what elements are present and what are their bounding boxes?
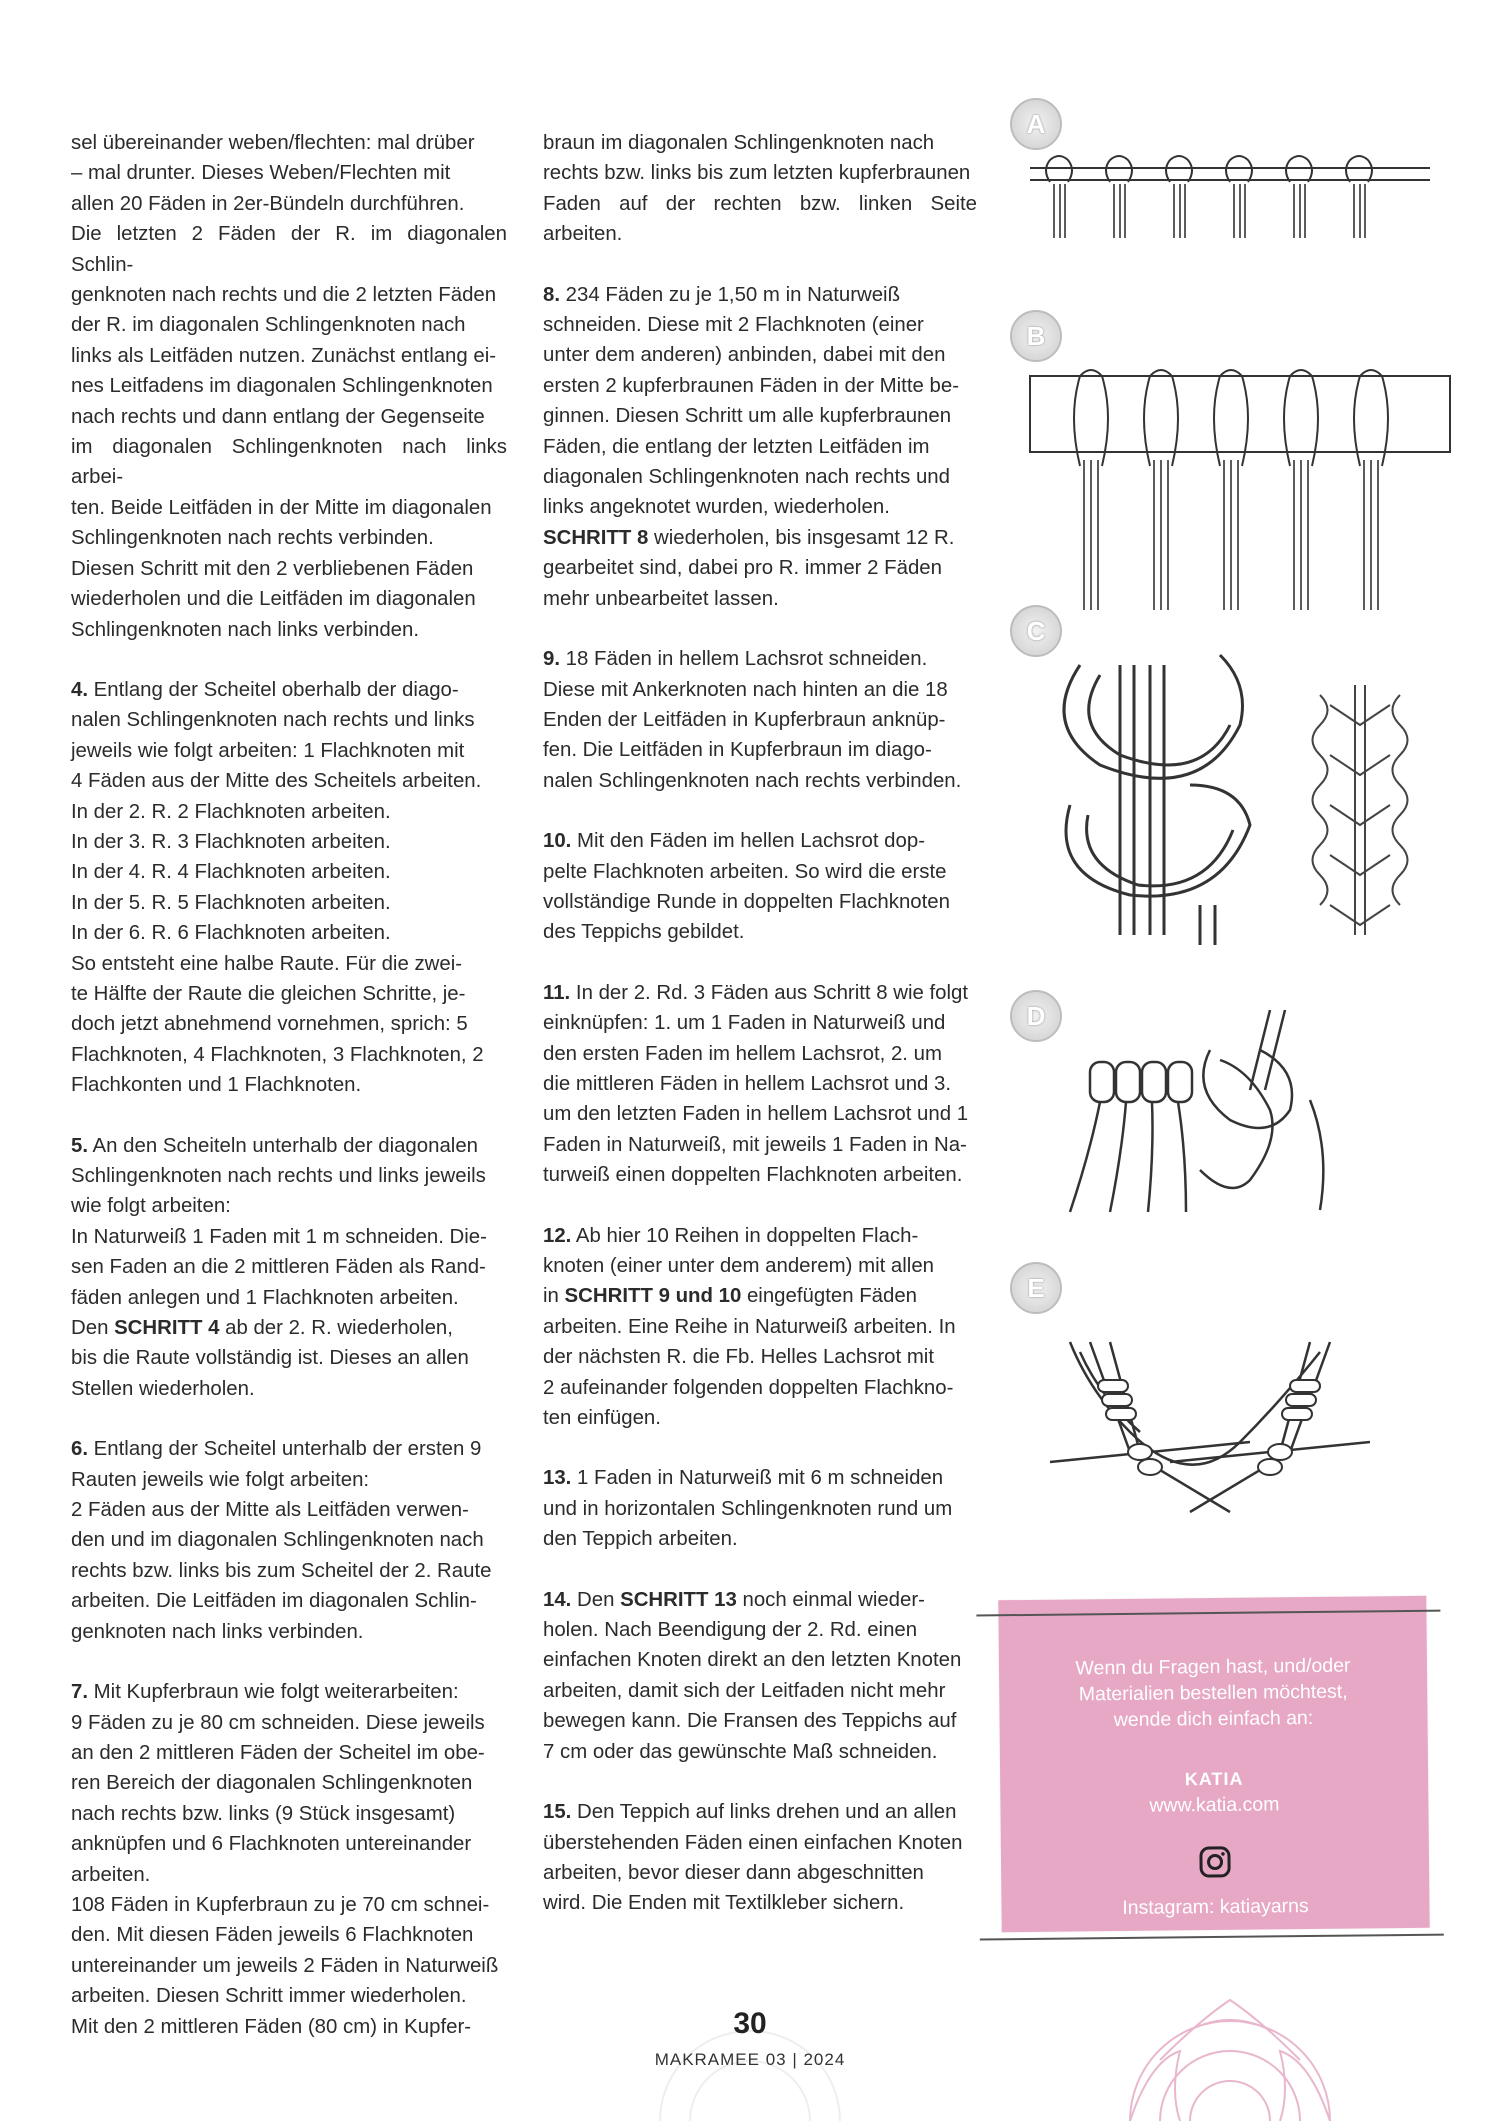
square-knot-illustration (1010, 605, 1450, 965)
text-line: wie folgt arbeiten: (71, 1195, 231, 1218)
text-line: allen 20 Fäden in 2er-Bündeln durchführen. (71, 192, 465, 215)
step-reference: SCHRITT 4 (114, 1317, 220, 1340)
diagonal-knot-illustration (1010, 1262, 1450, 1532)
step-number: 15. (543, 1801, 572, 1824)
text-line: den ersten Faden im hellem Lachsrot, 2. um (543, 1042, 942, 1065)
text-line: den und im diagonalen Schlingenknoten nach (71, 1529, 484, 1552)
text-line: ginnen. Diesen Schritt um alle kupferbraunen (543, 405, 952, 428)
step-number: 4. (71, 678, 89, 701)
text-line: In der 5. R. 5 Flachknoten arbeiten. (71, 891, 391, 914)
text-line: genknoten nach rechts und die 2 letzten Fäden (71, 284, 497, 307)
text-line: gearbeitet sind, dabei pro R. immer 2 Fäden (543, 557, 942, 580)
text-line: Faden auf der rechten bzw. linken Seite arbeiten. (543, 192, 977, 246)
note-line-3: wende dich einfach an: (1113, 1706, 1314, 1732)
text-line: nes Leitfadens im diagonalen Schlingenknoten (71, 375, 493, 398)
text-line: Mit Kupferbraun wie folgt weiterarbeiten: (88, 1681, 459, 1704)
text-line: einknüpfen: 1. um 1 Faden in Naturweiß und (543, 1012, 946, 1035)
step-number: 5. (71, 1134, 89, 1157)
figure-a (1010, 98, 1450, 258)
text-line: Den Teppich auf links drehen und an allen (571, 1801, 957, 1824)
text-line: In der 6. R. 6 Flachknoten arbeiten. (71, 922, 391, 945)
magazine-footer-label: MAKRAMEE 03 | 2024 (654, 2050, 846, 2069)
text-line: der R. im diagonalen Schlingenknoten nach (71, 314, 466, 337)
text-line: der nächsten R. die Fb. Helles Lachsrot mit (543, 1346, 934, 1369)
text-column-middle (543, 128, 977, 1949)
step-9 (543, 644, 977, 796)
text-line: Rauten jeweils wie folgt arbeiten: (71, 1468, 370, 1491)
text-line: 4 Fäden aus der Mitte des Scheitels arbeiten. (71, 770, 482, 793)
note-brand: KATIA (1184, 1768, 1244, 1790)
text-line: 1 Faden in Naturweiß mit 6 m schneiden (571, 1467, 944, 1490)
step-reference: SCHRITT 9 und 10 (564, 1285, 742, 1308)
figure-label-a: A (1010, 98, 1062, 150)
text-line: 18 Fäden in hellem Lachsrot schneiden. (560, 648, 928, 671)
text-line: genknoten nach links verbinden. (71, 1620, 364, 1643)
text-line: So entsteht eine halbe Raute. Für die zwei- (71, 952, 463, 975)
paragraph-continuation (543, 128, 977, 250)
text-line: den Teppich arbeiten. (543, 1528, 738, 1551)
figure-c (1010, 605, 1450, 965)
text-line: braun im diagonalen Schlingenknoten nach (543, 132, 935, 154)
step-12: 12. Ab hier 10 Reihen in doppelten Flach- knoten (einer unter dem anderem) mit allen in SCHRITT 9 und 10 eingefügten Fäden arbeiten. Eine Reihe in Naturweiß arbeiten. In der nächsten R. die Fb. Helles Lachsrot mit 2 aufeinander folgenden doppelten Flachkno- ten einfügen. (543, 1221, 977, 1434)
figure-label-c: C (1010, 605, 1062, 657)
step-10 (543, 826, 977, 948)
text-line: te Hälfte der Raute die gleichen Schritte, je- (71, 982, 466, 1005)
figure-d (1010, 990, 1450, 1230)
text-line: arbeiten. Die Leitfäden im diagonalen Schlin- (71, 1590, 477, 1613)
text-line: Mit den Fäden im hellen Lachsrot dop- (571, 830, 925, 853)
text-line: knoten (einer unter dem anderem) mit allen (543, 1255, 935, 1277)
text-line: fen. Die Leitfäden in Kupferbraun im diago- (543, 739, 932, 762)
text-line: 9 Fäden zu je 80 cm schneiden. Diese jeweils (71, 1711, 485, 1734)
step-reference: SCHRITT 8 (543, 526, 649, 549)
text-line: Diese mit Ankerknoten nach hinten an die 18 (543, 678, 948, 701)
step-number: 11. (543, 981, 571, 1004)
text-line: ren Bereich der diagonalen Schlingenknoten (71, 1772, 473, 1795)
text-line: bewegen kann. Die Fransen des Teppichs auf (543, 1710, 957, 1733)
note-top-line (976, 1610, 1440, 1617)
text-line: fäden anlegen und 1 Flachknoten arbeiten. (71, 1286, 459, 1309)
text-line: In Naturweiß 1 Faden mit 1 m schneiden. Die- (71, 1225, 487, 1248)
text-line: ersten 2 kupferbraunen Fäden in der Mitte be- (543, 374, 959, 397)
text-line: Stellen wiederholen. (71, 1377, 255, 1400)
text-line: – mal drunter. Dieses Weben/Flechten mit (71, 162, 451, 185)
text-line: jeweils wie folgt arbeiten: 1 Flachknoten mit (71, 739, 465, 762)
text-line: Schlingenknoten nach rechts verbinden. (71, 527, 434, 550)
text-line: wird. Die Enden mit Textilkleber sichern. (543, 1892, 905, 1915)
horizontal-lark-knot-illustration (1010, 990, 1450, 1230)
text-line: Entlang der Scheitel unterhalb der ersten 9 (88, 1438, 482, 1461)
step-6 (71, 1434, 507, 1647)
text-line: des Teppichs gebildet. (543, 921, 745, 944)
note-line-1: Wenn du Fragen hast, und/oder (1075, 1654, 1351, 1680)
text-line: 7 cm oder das gewünschte Maß schneiden. (543, 1740, 938, 1763)
text-line: links als Leitfäden nutzen. Zunächst entlang ei- (71, 344, 497, 367)
text-line: und in horizontalen Schlingenknoten rund um (543, 1497, 953, 1520)
text-line: Flachkonten und 1 Flachknoten. (71, 1074, 362, 1097)
step-11 (543, 978, 977, 1191)
step-reference: SCHRITT 13 (620, 1588, 737, 1611)
text-line: 2 aufeinander folgenden doppelten Flachkno- (543, 1376, 954, 1399)
text-line: ten. Beide Leitfäden in der Mitte im diagonalen (71, 496, 492, 519)
note-instagram[interactable]: Instagram: katiayarns (1122, 1895, 1309, 1919)
text-line: Entlang der Scheitel oberhalb der diago- (88, 678, 459, 701)
figure-e (1010, 1262, 1450, 1532)
text-line: An den Scheiteln unterhalb der diagonalen (88, 1134, 479, 1157)
text-line: In der 2. R. 2 Flachknoten arbeiten. (71, 800, 391, 823)
text-line: überstehenden Fäden einen einfachen Knoten (543, 1831, 963, 1854)
text-line: die mittleren Fäden in hellem Lachsrot und 3. (543, 1072, 952, 1095)
text-line: arbeiten. Diesen Schritt immer wiederholen. (71, 1985, 467, 2008)
text-line: arbeiten. Eine Reihe in Naturweiß arbeiten. In (543, 1315, 956, 1338)
text-line: bis die Raute vollständig ist. Dieses an allen (71, 1347, 469, 1370)
text-line: links angeknotet wurden, wiederholen. (543, 496, 890, 519)
figure-label-d: D (1010, 990, 1062, 1042)
text-line: Fäden, die entlang der letzten Leitfäden im (543, 435, 930, 458)
text-line: In der 3. R. 3 Flachknoten arbeiten. (71, 830, 391, 853)
step-number: 13. (543, 1467, 572, 1490)
fringe-bar-illustration (1010, 300, 1480, 620)
text-line: 234 Fäden zu je 1,50 m in Naturweiß (560, 283, 901, 306)
text-line: wiederholen und die Leitfäden im diagonalen (71, 588, 476, 611)
step-15 (543, 1797, 977, 1919)
text-line: Mit den 2 mittleren Fäden (80 cm) in Kupfer- (71, 2015, 472, 2038)
figure-b (1010, 300, 1480, 620)
figure-label-b: B (1010, 310, 1062, 362)
text-line: anknüpfen und 6 Flachknoten untereinander (71, 1833, 472, 1856)
text-line: holen. Nach Beendigung der 2. Rd. einen (543, 1619, 918, 1642)
text-line: Diesen Schritt mit den 2 verbliebenen Fäden (71, 557, 474, 580)
text-line: In der 2. Rd. 3 Fäden aus Schritt 8 wie folgt (570, 981, 969, 1004)
text-line: ten einfügen. (543, 1407, 661, 1430)
text-line: nalen Schlingenknoten nach rechts und links (71, 709, 475, 732)
text-line: rechts bzw. links bis zum Scheitel der 2. Raute (71, 1559, 492, 1582)
step-number: 14. (543, 1588, 572, 1611)
text-line: vollständige Runde in doppelten Flachknoten (543, 890, 950, 913)
step-number: 12. (543, 1224, 572, 1247)
text-line: nach rechts und dann entlang der Gegenseite (71, 405, 485, 428)
step-13 (543, 1463, 977, 1554)
text-line: sen Faden an die 2 mittleren Fäden als Rand- (71, 1256, 486, 1279)
text-line: Ab hier 10 Reihen in doppelten Flach- (571, 1224, 919, 1247)
step-number: 10. (543, 830, 572, 853)
text-line: Faden in Naturweiß, mit jeweils 1 Faden in Na- (543, 1133, 967, 1156)
text-line: doch jetzt abnehmend vornehmen, sprich: 5 (71, 1013, 468, 1036)
step-4 (71, 675, 507, 1101)
step-number: 8. (543, 283, 561, 306)
text-line: unter dem anderen) anbinden, dabei mit den (543, 344, 946, 367)
text-line: arbeiten, bevor dieser dann abgeschnitten (543, 1861, 924, 1884)
text-line: In der 4. R. 4 Flachknoten arbeiten. (71, 861, 391, 884)
step-number: 6. (71, 1438, 89, 1461)
note-website[interactable]: www.katia.com (1149, 1793, 1280, 1817)
text-line: pelte Flachknoten arbeiten. So wird die erste (543, 860, 947, 883)
text-line: Die letzten 2 Fäden der R. im diagonalen Schlin- (71, 223, 507, 276)
instagram-icon[interactable] (1198, 1845, 1232, 1879)
text-line: an den 2 mittleren Fäden der Scheitel im obe- (71, 1741, 485, 1764)
step-number: 9. (543, 648, 561, 671)
text-line: rechts bzw. links bis zum letzten kupferbraunen (543, 162, 971, 185)
text-line: 2 Fäden aus der Mitte als Leitfäden verwen- (71, 1499, 469, 1522)
text-line: untereinander um jeweils 2 Fäden in Naturweiß (71, 1954, 499, 1977)
text-line: nalen Schlingenknoten nach rechts verbinden. (543, 769, 962, 792)
figure-label-e: E (1010, 1262, 1062, 1314)
step-7 (71, 1677, 507, 2042)
text-line: einfachen Knoten direkt an den letzten Knoten (543, 1649, 962, 1672)
step-5: 5. An den Scheiteln unterhalb der diagonalen Schlingenknoten nach rechts und links jeweils wie folgt arbeiten: In Naturweiß 1 Faden mit 1 m schneiden. Die- sen Faden an die 2 mittleren Fäden als Rand- fäden anlegen und 1 Flachknoten arbeiten. Den SCHRITT 4 ab der 2. R. wiederholen, bis die Raute vollständig ist. Dieses an allen Stellen wiederholen. (71, 1131, 507, 1405)
text-line: arbeiten. (71, 1863, 151, 1886)
text-line: sel übereinander weben/flechten: mal drüber (71, 132, 475, 154)
step-number: 7. (71, 1681, 89, 1704)
text-line: schneiden. Diese mit 2 Flachknoten (einer (543, 314, 924, 337)
page-number: 30 (733, 2007, 767, 2040)
text-line: 108 Fäden in Kupferbraun zu je 70 cm schnei- (71, 1893, 490, 1916)
text-column-left (71, 128, 507, 2072)
text-line: Schlingenknoten nach rechts und links jeweils (71, 1165, 486, 1187)
lark-head-knots-illustration (1010, 98, 1450, 258)
contact-note (998, 1596, 1429, 1932)
paragraph-continuation (71, 128, 507, 645)
text-line: Enden der Leitfäden in Kupferbraun anknüp- (543, 708, 946, 731)
text-line: arbeiten, damit sich der Leitfaden nicht mehr (543, 1679, 946, 1702)
step-8: 8. 234 Fäden zu je 1,50 m in Naturweiß schneiden. Diese mit 2 Flachknoten (einer unter dem anderen) anbinden, dabei mit den ersten 2 kupferbraunen Fäden in der Mitte be- ginnen. Diesen Schritt um alle kupferbraunen Fäden, die entlang der letzten Leitfäden im diagonalen Schlingenknoten nach rechts und links angeknotet wurden, wiederholen. SCHRITT 8 wiederholen, bis insgesamt 12 R. gearbeitet sind, dabei pro R. immer 2 Fäden mehr unbearbeitet lassen. (543, 280, 977, 614)
text-line: turweiß einen doppelten Flachknoten arbeiten. (543, 1164, 963, 1187)
text-line: den. Mit diesen Fäden jeweils 6 Flachknoten (71, 1924, 474, 1947)
note-line-2: Materialien bestellen möchtest, (1078, 1680, 1348, 1706)
text-line: Flachknoten, 4 Flachknoten, 3 Flachknoten, 2 (71, 1043, 484, 1066)
text-line: diagonalen Schlingenknoten nach rechts und (543, 466, 950, 489)
text-line: im diagonalen Schlingenknoten nach links arbei- (71, 436, 507, 489)
text-line: um den letzten Faden in hellem Lachsrot und 1 (543, 1103, 969, 1126)
step-14: 14. Den SCHRITT 13 noch einmal wieder- holen. Nach Beendigung der 2. Rd. einen einfachen Knoten direkt an den letzten Knoten arbeiten, damit sich der Leitfaden nicht mehr bewegen kann. Die Fransen des Teppichs auf 7 cm oder das gewünschte Maß schneiden. (543, 1585, 977, 1767)
text-line: nach rechts bzw. links (9 Stück insgesamt) (71, 1802, 456, 1825)
text-line: mehr unbearbeitet lassen. (543, 587, 779, 610)
text-line: Schlingenknoten nach links verbinden. (71, 618, 420, 641)
